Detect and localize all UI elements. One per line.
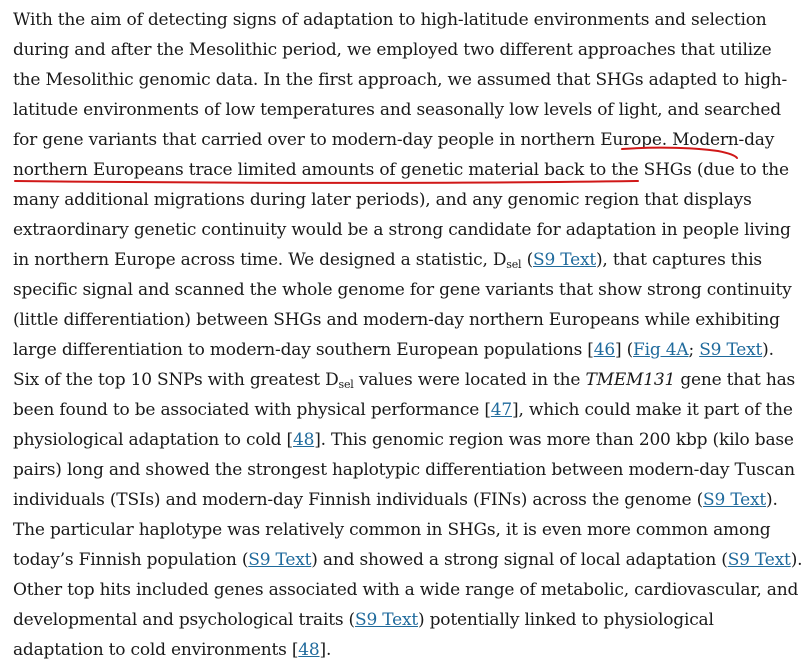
article-paragraph bbox=[13, 5, 802, 665]
subscript-text: sel bbox=[338, 378, 354, 391]
text-run: during and after the Mesolithic period, we employed two different approaches that utilize bbox=[13, 40, 772, 60]
reference-48-link[interactable]: 48 bbox=[298, 640, 320, 660]
text-run: extraordinary genetic continuity would be a strong candidate for adaptation in people living bbox=[13, 220, 791, 240]
text-run: individuals (TSIs) and modern-day Finnish individuals (FINs) across the genome ( bbox=[13, 490, 704, 510]
paragraph-line bbox=[13, 125, 775, 155]
s9-text-link[interactable]: S9 Text bbox=[533, 250, 596, 270]
paragraph-line bbox=[13, 365, 796, 395]
reference-46-link[interactable]: 46 bbox=[593, 340, 615, 360]
text-run: the Mesolithic genomic data. In the first approach, we assumed that SHGs adapted to high- bbox=[13, 70, 788, 90]
text-run: for gene variants that carried over to modern-day people in northern Europe. Modern-day bbox=[13, 130, 775, 150]
text-run: ). bbox=[790, 550, 802, 570]
text-run: pairs) long and showed the strongest haplotypic differentiation between modern-day Tuscan bbox=[13, 460, 795, 480]
paragraph-line bbox=[13, 305, 780, 335]
paragraph-line bbox=[13, 335, 774, 365]
fig-4a-link[interactable]: Fig 4A bbox=[633, 340, 689, 360]
reference-47-link[interactable]: 47 bbox=[490, 400, 513, 420]
paragraph-line bbox=[13, 65, 788, 95]
text-run: ] ( bbox=[614, 340, 634, 360]
reference-48-link[interactable]: 48 bbox=[292, 430, 315, 450]
paragraph-line bbox=[13, 95, 781, 125]
paragraph-line bbox=[13, 545, 802, 575]
paragraph-line bbox=[13, 155, 789, 185]
text-run: With the aim of detecting signs of adaptation to high-latitude environments and selection bbox=[13, 10, 767, 30]
text-run: ), that captures this bbox=[595, 250, 762, 270]
text-run: specific signal and scanned the whole genome for gene variants that show strong continuity bbox=[13, 280, 792, 300]
paragraph-line bbox=[13, 35, 772, 65]
text-run: Six of the top 10 SNPs with greatest D bbox=[13, 370, 339, 390]
paragraph-line bbox=[13, 275, 792, 305]
paragraph-line bbox=[13, 5, 765, 35]
text-run: ; bbox=[688, 340, 700, 360]
text-run: ( bbox=[521, 250, 534, 270]
paragraph-line bbox=[13, 485, 778, 515]
paragraph-line bbox=[13, 605, 765, 635]
text-run: developmental and psychological traits ( bbox=[13, 610, 355, 630]
s9-text-link[interactable]: S9 Text bbox=[355, 610, 418, 630]
text-run: ) potentially linked to physiological bbox=[417, 610, 714, 630]
text-run: ], which could make it part of the bbox=[512, 400, 793, 420]
s9-text-link[interactable]: S9 Text bbox=[699, 340, 763, 360]
paragraph-line bbox=[13, 425, 794, 455]
text-run: latitude environments of low temperatures and seasonally low levels of light, and searched bbox=[13, 100, 781, 120]
paragraph-line bbox=[13, 575, 799, 605]
text-run: adaptation to cold environments [ bbox=[13, 640, 299, 660]
s9-text-link[interactable]: S9 Text bbox=[248, 550, 312, 570]
paragraph-line bbox=[13, 185, 765, 215]
text-run: in northern Europe across time. We designed a statistic, D bbox=[13, 250, 507, 270]
paragraph-line bbox=[13, 245, 765, 275]
text-run: large differentiation to modern-day southern European populations [ bbox=[13, 340, 594, 360]
paragraph-line bbox=[13, 515, 771, 545]
text-run: gene that has bbox=[675, 370, 796, 390]
paragraph-line bbox=[13, 395, 793, 425]
text-run: northern Europeans trace limited amounts of genetic material back to the SHGs (due to the bbox=[13, 160, 789, 180]
s9-text-link[interactable]: S9 Text bbox=[703, 490, 767, 510]
text-run: ). bbox=[762, 340, 774, 360]
subscript-text: sel bbox=[506, 258, 522, 271]
paragraph-line bbox=[13, 455, 795, 485]
text-run: ]. This genomic region was more than 200 kbp (kilo base bbox=[314, 430, 794, 450]
text-run: (little differentiation) between SHGs and modern-day northern Europeans while exhibiting bbox=[13, 310, 780, 330]
text-run: many additional migrations during later periods), and any genomic region that displays bbox=[13, 190, 752, 210]
text-run: ]. bbox=[319, 640, 332, 660]
text-run: values were located in the bbox=[353, 370, 586, 390]
text-run: physiological adaptation to cold [ bbox=[13, 430, 293, 450]
gene-name-italic: TMEM131 bbox=[585, 370, 676, 390]
paragraph-line bbox=[13, 215, 791, 245]
paragraph-line bbox=[13, 635, 765, 665]
text-run: Other top hits included genes associated with a wide range of metabolic, cardiovascular, and bbox=[13, 580, 799, 600]
text-run: The particular haplotype was relatively common in SHGs, it is even more common among bbox=[13, 520, 771, 540]
text-run: been found to be associated with physical performance [ bbox=[13, 400, 491, 420]
text-run: ). bbox=[766, 490, 778, 510]
text-run: ) and showed a strong signal of local adaptation ( bbox=[311, 550, 728, 570]
s9-text-link[interactable]: S9 Text bbox=[727, 550, 791, 570]
text-run: today’s Finnish population ( bbox=[13, 550, 249, 570]
